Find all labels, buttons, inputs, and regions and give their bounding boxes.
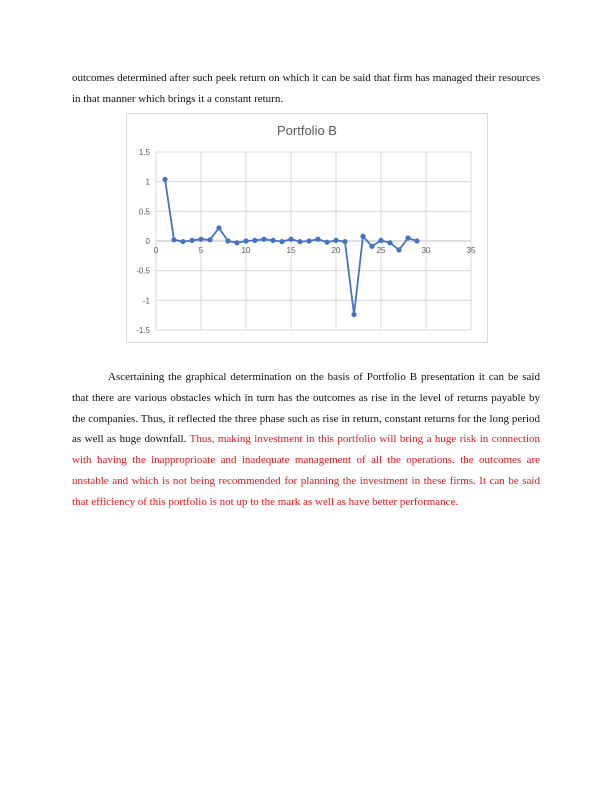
data-point [171, 237, 176, 242]
data-point [180, 239, 185, 244]
data-point [333, 238, 338, 243]
data-point [198, 237, 203, 242]
paragraph-analysis-text: Ascertaining the graphical determination on the basis of Portfolio B presentation it can be said that there are various obstacles which in turn has the outcomes as rise in the level of returns payable by the companies. Thus, it reflected the three phase such as rise in return, constant returns for the long period as well as huge downfall. [72, 371, 540, 446]
data-point [378, 238, 383, 243]
x-tick-label: 30 [421, 246, 431, 255]
data-point [360, 234, 365, 239]
data-point [351, 312, 356, 317]
data-point [207, 237, 212, 242]
data-point [189, 238, 194, 243]
x-tick-label: 25 [376, 246, 386, 255]
data-point [369, 244, 374, 249]
chart-svg [127, 114, 487, 342]
paragraph-analysis [72, 367, 540, 513]
data-point [396, 247, 401, 252]
x-tick-label: 0 [153, 246, 159, 255]
y-tick-label: 0 [145, 237, 150, 246]
data-point [288, 237, 293, 242]
x-tick-label: 10 [241, 246, 251, 255]
paragraph-intro [72, 68, 540, 110]
y-tick-label: 1.5 [138, 148, 150, 157]
data-point [252, 238, 257, 243]
data-point [243, 238, 248, 243]
data-point [234, 240, 239, 245]
paragraph-intro-text: outcomes determined after such peek return on which it can be said that firm has managed their resources in that manner which brings it a constant return. [72, 72, 540, 105]
y-tick-label: -1 [142, 296, 150, 306]
data-point [387, 240, 392, 245]
data-point [225, 238, 230, 243]
data-point [414, 238, 419, 243]
portfolio-b-chart [126, 113, 488, 343]
data-point [342, 239, 347, 244]
y-tick-label: -0.5 [136, 266, 150, 276]
data-point [324, 240, 329, 245]
x-tick-label: 15 [286, 246, 296, 255]
y-tick-label: 1 [145, 177, 150, 187]
data-point [270, 238, 275, 243]
data-point [162, 177, 167, 182]
data-point [405, 235, 410, 240]
data-point [261, 237, 266, 242]
chart-title: Portfolio B [277, 123, 337, 138]
x-tick-label: 35 [466, 246, 476, 255]
y-tick-label: 0.5 [138, 207, 150, 217]
data-point [216, 225, 221, 230]
data-point [279, 239, 284, 244]
x-tick-label: 20 [331, 246, 341, 255]
data-point [315, 237, 320, 242]
data-point [306, 238, 311, 243]
paragraph-analysis-highlight: Thus, making investment in this portfolio will bring a huge risk in connection with having the inapproprioate and inadequate management of all the operations. the outcomes are unstable and which is not being recommended for planning the investment in these firms. It can be said that efficiency of this portfolio is not up to the mark as well as have better performance. [72, 433, 540, 508]
data-point [297, 239, 302, 244]
x-tick-label: 5 [198, 246, 204, 255]
y-tick-label: -1.5 [136, 326, 150, 335]
